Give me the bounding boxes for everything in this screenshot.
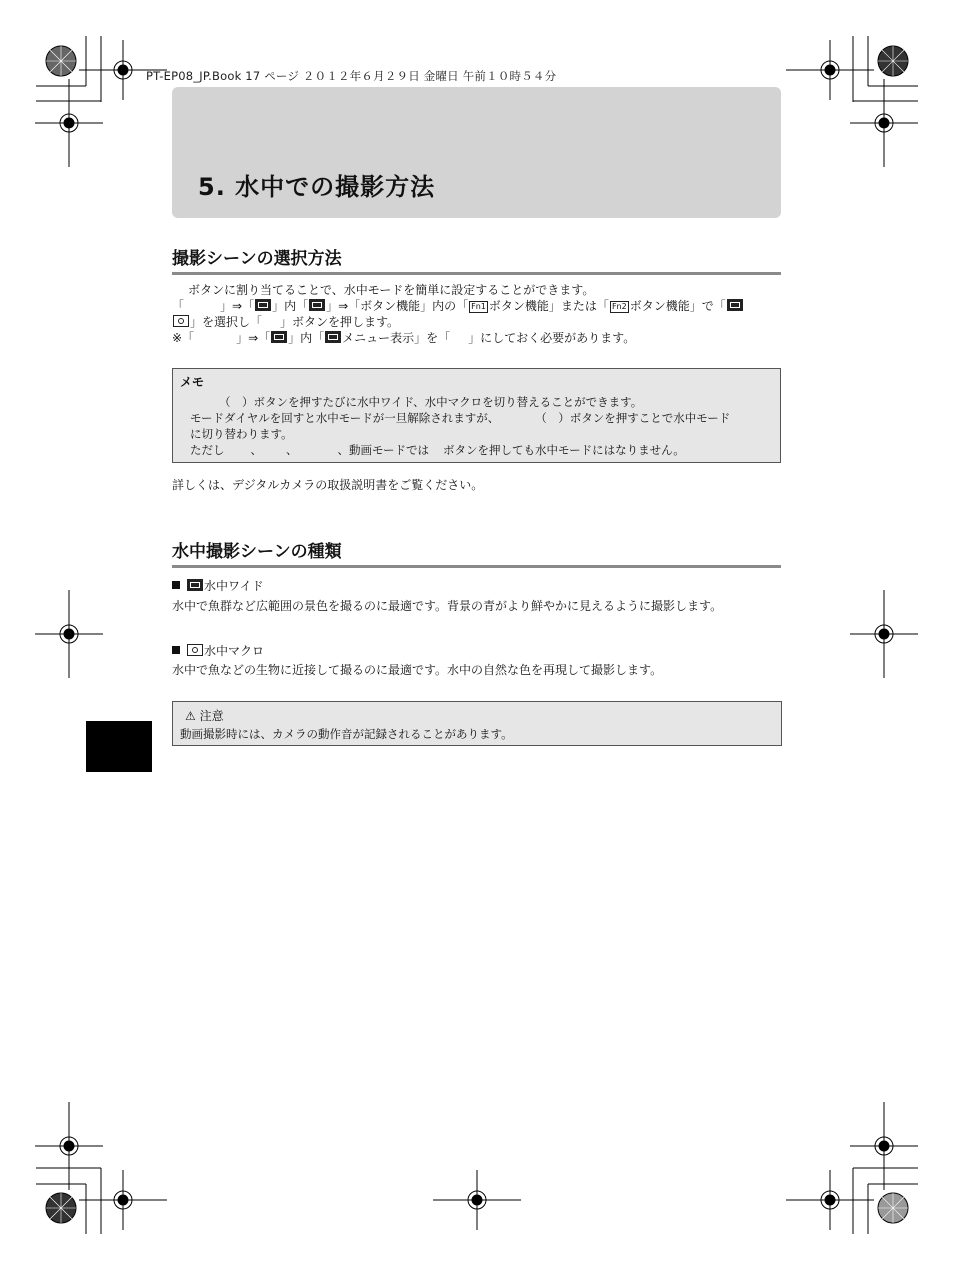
section1-note: ※「 」⇒「 」内「 メニュー表示」を「 」にしておく必要があります。: [172, 331, 636, 345]
macro-description: 水中で魚などの生物に近接して撮るのに最適です。水中の自然な色を再現して撮影します。: [172, 663, 663, 677]
caution-header: [185, 707, 224, 724]
caution-box: [172, 701, 782, 746]
details-text: 詳しくは、デジタルカメラの取扱説明書をご覧ください。: [172, 478, 484, 492]
camera-settings-icon-2: [325, 331, 341, 343]
underwater-wide-icon: [727, 299, 743, 311]
underwater-macro-icon: [173, 315, 189, 327]
settings-wrench-icon: [271, 331, 287, 343]
bullet-square-icon-2: [172, 646, 180, 654]
memo-line-3: に切り替わります。: [190, 427, 293, 441]
custom-menu-icon: [309, 299, 325, 311]
wide-description: 水中で魚群など広範囲の景色を撮るのに最適です。背景の青がより鮮やかに見えるように撮影します。: [172, 599, 723, 613]
fn2-badge: Fn2: [611, 302, 627, 311]
caution-title: 注意: [199, 709, 224, 723]
section1-step1: 「 」⇒「 」内「 」⇒「ボタン機能」内の「 Fn1 ボタン機能」または「 Fn2 ボタン機能」で「: [172, 298, 744, 314]
print-header: PT-EP08_JP.Book 17 ページ ２０１２年６月２９日 金曜日 午前１０時５４分: [146, 69, 557, 83]
wide-title: 水中ワイド: [172, 578, 264, 594]
camera-settings-icon: [255, 299, 271, 311]
memo-line-1: （ ）ボタンを押すたびに水中ワイド、水中マクロを切り替えることができます。: [219, 395, 643, 409]
section-heading-types: 水中撮影シーンの種類: [172, 537, 781, 568]
underwater-wide-icon-2: [187, 579, 203, 591]
warning-triangle-icon: ⚠: [185, 709, 196, 723]
memo-box: [172, 368, 781, 463]
section-heading-selection: 撮影シーンの選択方法: [172, 244, 781, 275]
memo-title: メモ: [180, 375, 205, 389]
section1-intro: ボタンに割り当てることで、水中モードを簡単に設定することができます。: [188, 283, 595, 297]
memo-line-4: ただし 、 、 、動画モードでは ボタンを押しても水中モードにはなりません。: [190, 443, 685, 457]
chapter-title: 5. 水中での撮影方法: [198, 173, 436, 201]
caution-text: 動画撮影時には、カメラの動作音が記録されることがあります。: [180, 727, 513, 741]
fn1-badge: Fn1: [471, 302, 486, 311]
macro-title: 水中マクロ: [172, 643, 264, 659]
bullet-square-icon: [172, 581, 180, 589]
chapter-index-tab: [86, 721, 152, 772]
section1-step2: 」を選択し「 」ボタンを押します。: [172, 314, 399, 330]
underwater-macro-icon-2: [187, 644, 203, 656]
memo-line-2: モードダイヤルを回すと水中モードが一旦解除されますが、 （ ）ボタンを押すことで水中モード: [190, 411, 731, 425]
chapter-title-box: [172, 87, 781, 218]
